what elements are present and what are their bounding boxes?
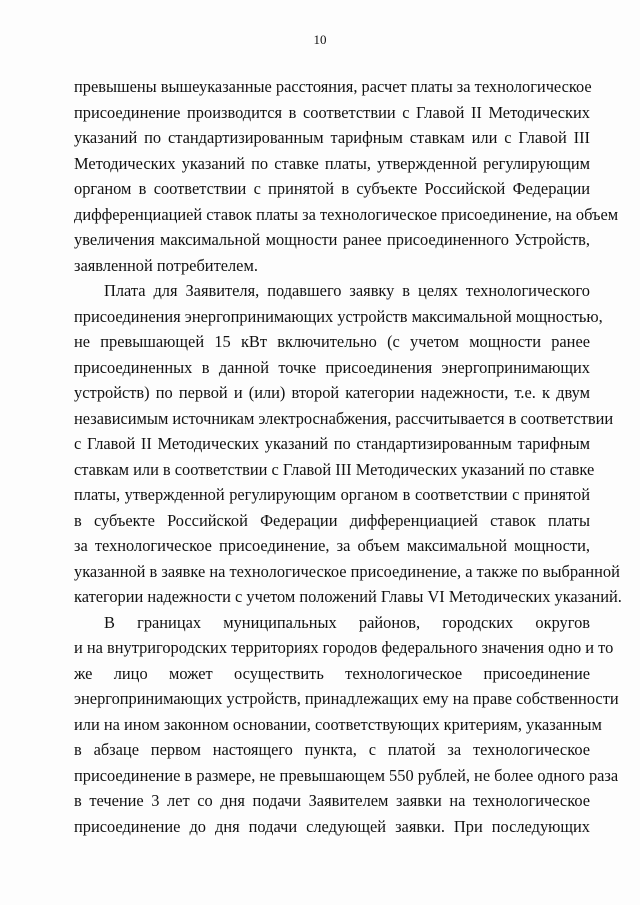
text-line: присоединения энергопринимающих устройств максимальной мощностью, [74, 306, 603, 326]
text-line: не превышающей 15 кВт включительно (с учетом мощности ранее [74, 332, 590, 351]
text-line: присоединение в размере, не превышающем 550 рублей, не более одного раза [74, 765, 619, 785]
text-line: или на ином законном основании, соответствующих критериям, указанным [74, 714, 602, 734]
text-line: увеличения максимальной мощности ранее присоединенного Устройств, [74, 230, 590, 249]
text-line: заявленной потребителем. [74, 255, 258, 275]
document-body [74, 74, 622, 839]
text-line: присоединенных в данной точке присоединения энергопринимающих [74, 357, 590, 377]
text-line: энергопринимающих устройств, принадлежащих ему на праве собственности [74, 689, 619, 708]
text-line: указаний по стандартизированным тарифным ставкам или с Главой III [74, 128, 590, 147]
text-line: указанной в заявке на технологическое присоединение, а также по выбранной [74, 561, 620, 581]
page-number: 10 [313, 32, 327, 47]
text-line: присоединение до дня подачи следующей заявки. При последующих [74, 816, 590, 836]
text-line: в течение 3 лет со дня подачи Заявителем заявки на технологическое [74, 791, 590, 810]
text-line: платы, утвержденной регулирующим органом в соответствии с принятой [74, 485, 590, 504]
text-line: независимым источникам электроснабжения, рассчитывается в соответствии [74, 408, 614, 428]
text-line: Плата для Заявителя, подавшего заявку в целях технологического [104, 281, 590, 300]
text-line: дифференциацией ставок платы за технологическое присоединение, на объем [74, 204, 619, 224]
text-line: Методических указаний по ставке платы, утвержденной регулирующим [74, 153, 590, 173]
text-line: присоединение производится в соответствии с Главой II Методических [74, 102, 590, 122]
text-line: органом в соответствии с принятой в субъекте Российской Федерации [74, 179, 590, 198]
text-line: категории надежности с учетом положений Главы VI Методических указаний. [74, 587, 622, 606]
text-line: с Главой II Методических указаний по стандартизированным тарифным [74, 434, 590, 453]
paragraph-2 [74, 278, 622, 610]
text-line: за технологическое присоединение, за объем максимальной мощности, [74, 536, 590, 555]
text-line: превышены вышеуказанные расстояния, расчет платы за технологическое [74, 77, 592, 96]
text-line: В границах муниципальных районов, городских округов [104, 612, 590, 632]
paragraph-3 [74, 610, 619, 840]
text-line: в абзаце первом настоящего пункта, с платой за технологическое [74, 740, 590, 759]
text-line: в субъекте Российской Федерации дифференциацией ставок платы [74, 510, 590, 530]
text-line: и на внутригородских территориях городов федерального значения одно и то [74, 638, 614, 657]
text-line: же лицо может осуществить технологическое присоединение [74, 663, 590, 683]
text-line: ставкам или в соответствии с Главой III Методических указаний по ставке [74, 459, 595, 479]
text-line: устройств) по первой и (или) второй категории надежности, т.е. к двум [74, 383, 590, 402]
paragraph-1 [74, 74, 619, 278]
